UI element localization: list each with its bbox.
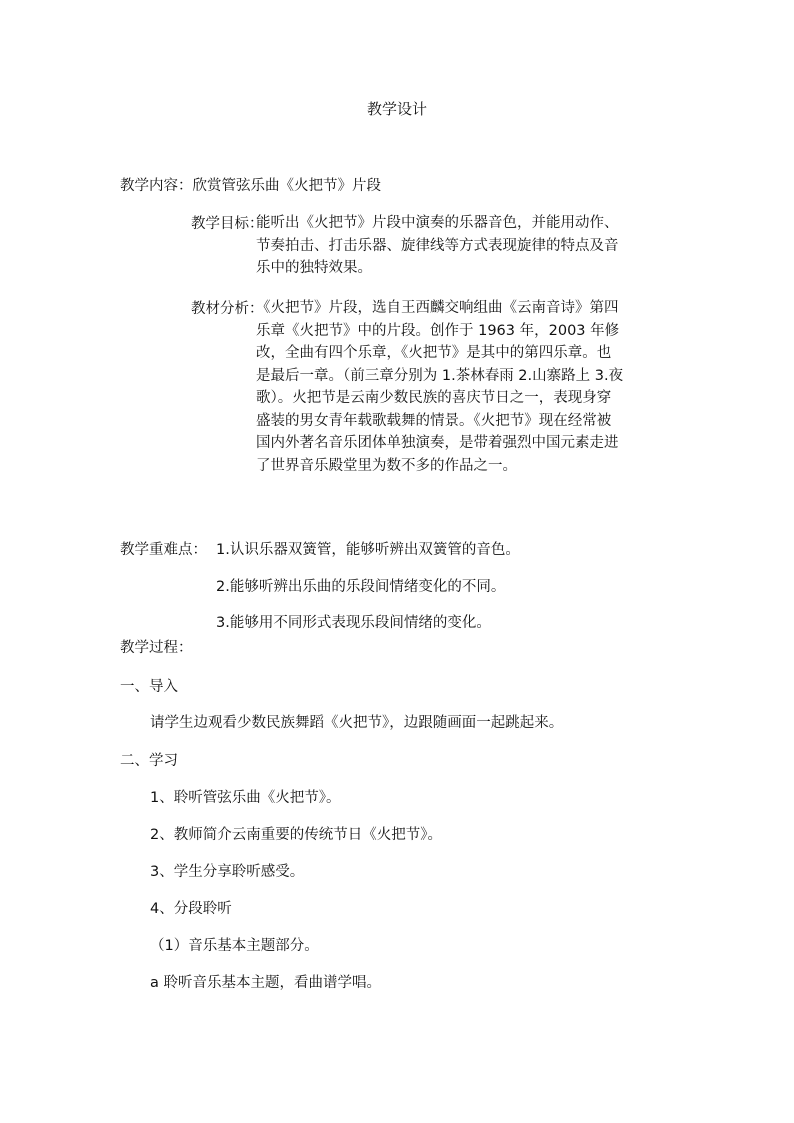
goal-line: 节奏拍击、打击乐器、旋律线等方式表现旋律的特点及音 (256, 237, 619, 254)
content-section (120, 174, 381, 195)
difficulty-item: 2.能够听辨出乐曲的乐段间情绪变化的不同。 (216, 579, 506, 595)
difficulty-item: 1.认识乐器双簧管，能够听辨出双簧管的音色。 (216, 542, 520, 558)
content-text: 欣赏管弦乐曲《火把节》片段 (192, 178, 381, 194)
section1-heading: 一、导入 (120, 679, 178, 695)
analysis-line: 国内外著名音乐团体单独演奏，是带着强烈中国元素走进 (256, 435, 619, 451)
analysis-line: 盛装的男女青年载歌载舞的情景。《火把节》现在经常被 (256, 412, 612, 429)
analysis-line: 歌）。火把节是云南少数民族的喜庆节日之一，表现身穿 (256, 390, 612, 406)
step-item: 2、教师简介云南重要的传统节日《火把节》。 (150, 827, 442, 843)
sub-item: （1）音乐基本主题部分。 (150, 938, 319, 954)
step-item: 1、聆听管弦乐曲《火把节》。 (150, 790, 341, 806)
content-label: 教学内容： (120, 178, 193, 194)
analysis-line: 改，全曲有四个乐章，《火把节》是其中的第四乐章。也 (256, 345, 612, 361)
process-label: 教学过程： (120, 640, 193, 656)
analysis-text (256, 297, 623, 477)
difficulty-label: 教学重难点： (120, 542, 207, 558)
goal-line: 能听出《火把节》片段中演奏的乐器音色，并能用动作、 (256, 215, 619, 231)
difficulty-item: 3.能够用不同形式表现乐段间情绪的变化。 (216, 615, 491, 631)
section2-heading: 二、学习 (120, 753, 178, 769)
step-item: 3、学生分享聆听感受。 (150, 864, 305, 880)
analysis-label: 教材分析： (191, 301, 264, 317)
document-title: 教学设计 (366, 100, 427, 118)
analysis-line: 《火把节》片段，选自王西麟交响组曲《云南音诗》第四 (256, 300, 619, 316)
sub-item: a 聆听音乐基本主题，看曲谱学唱。 (150, 975, 381, 991)
goal-label: 教学目标： (191, 216, 264, 232)
goal-line: 乐中的独特效果。 (256, 260, 372, 276)
analysis-line: 了世界音乐殿堂里为数不多的作品之一。 (256, 457, 517, 474)
analysis-line: 是最后一章。（前三章分别为 1.茶林春雨 2.山寨路上 3.夜 (256, 367, 624, 384)
goal-text (256, 212, 619, 280)
section1-text: 请学生边观看少数民族舞蹈《火把节》，边跟随画面一起跳起来。 (150, 715, 564, 731)
step-item: 4、分段聆听 (150, 901, 232, 917)
analysis-line: 乐章《火把节》中的片段。创作于 1963 年，2003 年修 (256, 322, 620, 339)
